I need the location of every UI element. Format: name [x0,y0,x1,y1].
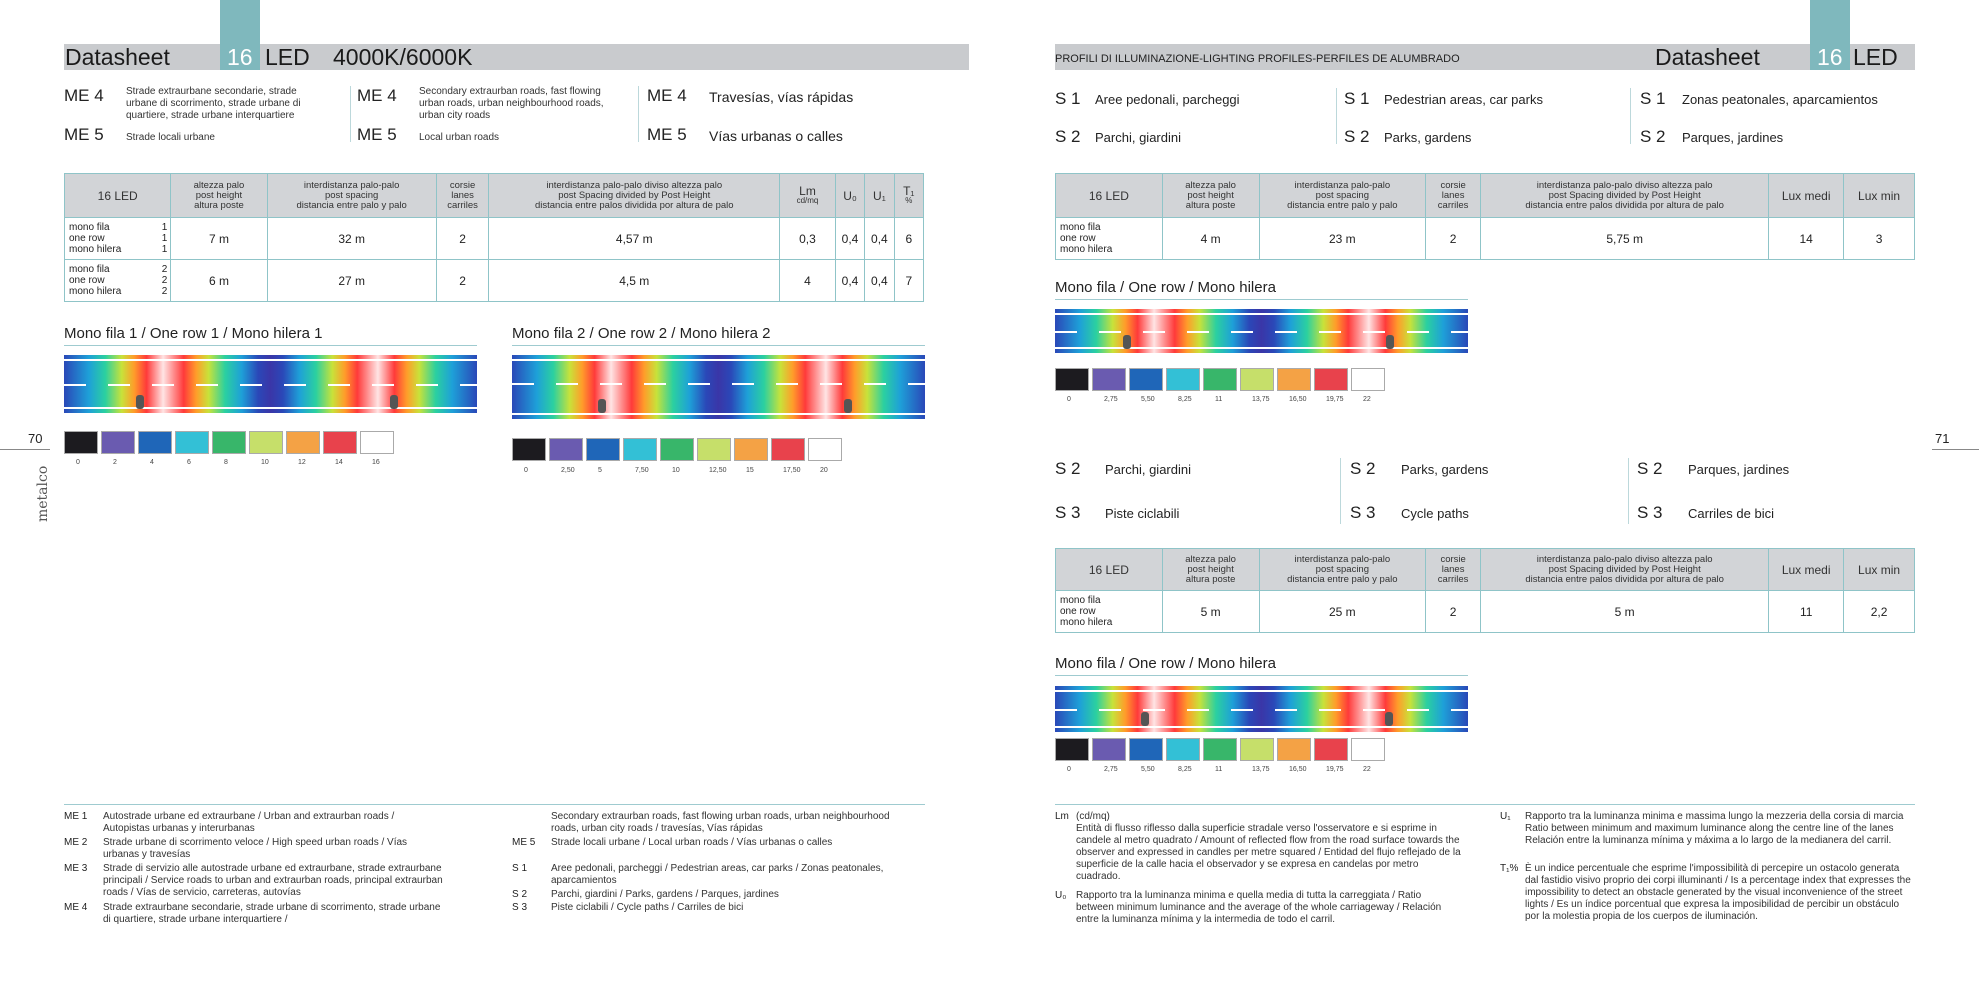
profile-desc: Parques, jardines [1682,130,1784,145]
column-divider [1630,88,1631,144]
scale-swatch [1240,738,1274,761]
scale-tick-label: 19,75 [1326,396,1344,403]
lamp-icon [844,399,852,413]
table-header: Lux min [1844,174,1915,218]
table-header: interdistanza palo-palo diviso altezza palo post Spacing divided by Post Height distancia entre palos dividida por altura de palo [1481,549,1769,591]
scale-tick-label: 5,50 [1141,766,1155,773]
cell-lanes: 2 [436,218,489,260]
scale-tick-label: 2,75 [1104,766,1118,773]
cell-height: 6 m [171,260,267,302]
footer-rule [1055,804,1915,805]
profile-code: S 3 [1055,503,1081,522]
profile-code: ME 4 [64,86,104,105]
page-marker-line [1932,449,1979,450]
scale-tick-label: 7,50 [635,467,649,474]
profile-code: S 2 [1055,459,1081,478]
cell-lanes: 2 [436,260,489,302]
footer-value: Parchi, giardini / Parks, gardens / Parques, jardines [551,889,779,900]
scale-tick-label: 2,50 [561,467,575,474]
column-divider [1628,458,1629,524]
lamp-icon [1386,335,1394,349]
scale-swatch [808,438,842,461]
scale-tick-label: 0 [76,459,80,466]
scale-swatch [697,438,731,461]
photometric-table-right-2 [1055,548,1915,633]
scale-swatch [586,438,620,461]
scale-swatch [660,438,694,461]
row-label: mono fila one row mono hilera [69,264,122,297]
cell-u1: 0,4 [865,218,894,260]
profile-code: ME 5 [647,125,687,144]
cell-u1: 0,4 [865,260,894,302]
cell-ratio: 4,57 m [489,218,780,260]
scale-tick-label: 19,75 [1326,766,1344,773]
scale-swatch [360,431,394,454]
footer-rule [64,804,925,805]
profile-code: S 1 [1640,89,1666,108]
profile-desc: Pedestrian areas, car parks [1384,92,1543,107]
scale-tick-label: 17,50 [783,467,801,474]
table-header: 16 LED [1056,174,1163,218]
cell-spacing: 25 m [1259,591,1426,633]
profile-code: S 2 [1055,127,1081,146]
footer-key: ME 3 [64,863,88,874]
scale-swatch [1092,368,1126,391]
row-label: mono fila one row mono hilera [1056,591,1163,633]
cell-spacing: 32 m [267,218,436,260]
scale-tick-label: 13,75 [1252,766,1270,773]
scale-tick-label: 11 [1215,396,1223,403]
scale-tick-label: 12 [298,459,306,466]
scale-swatch [512,438,546,461]
diagram-title: Mono fila / One row / Mono hilera [1055,279,1468,300]
brand-logo [35,465,55,530]
profile-code: ME 4 [647,86,687,105]
footer-key: U₁ [1500,811,1511,822]
scale-tick-label: 2,75 [1104,396,1118,403]
photometric-table-right-1 [1055,173,1915,260]
lamp-icon [1123,335,1131,349]
table-header: 16 LED [65,174,171,218]
cell-lux-min: 2,2 [1844,591,1915,633]
column-divider [1336,88,1337,144]
cell-ratio: 4,5 m [489,260,780,302]
cell-ratio: 5,75 m [1481,218,1769,260]
cell-u0: 0,4 [835,260,864,302]
color-scale [1055,368,1388,391]
scale-swatch [1129,368,1163,391]
scale-swatch [549,438,583,461]
scale-tick-label: 16,50 [1289,766,1307,773]
datasheet-title: Datasheet [1655,44,1760,70]
scale-swatch [1351,738,1385,761]
scale-swatch [1203,368,1237,391]
footer-value: Strade extraurbane secondarie, strade urbane di scorrimento, strade urbane di quartiere, strade urbane interquartiere / [103,902,441,925]
scale-tick-label: 8,25 [1178,766,1192,773]
profile-code: S 1 [1055,89,1081,108]
page-number: 71 [1935,431,1950,446]
isolux-diagram [1055,309,1468,353]
profile-code: S 2 [1637,459,1663,478]
header-bar-left [64,44,969,70]
datasheet-title: Datasheet [65,44,170,70]
table-header: corsie lanes carriles [436,174,489,218]
table-header: Lux min [1844,549,1915,591]
table-header-unit: cd/mq [796,195,819,205]
scale-swatch [1240,368,1274,391]
scale-tick-label: 5 [598,467,602,474]
footer-value: Strade urbane di scorrimento veloce / High speed urban roads / Vías urbanas y travesías [103,837,408,860]
lamp-icon [136,395,144,409]
cell-spacing: 23 m [1259,218,1426,260]
footer-key: ME 1 [64,811,88,822]
profile-code: ME 5 [64,125,104,144]
profile-desc: Strade extraurbane secondarie, strade urbane di scorrimento, strade urbane di quartiere, strade urbane interquartiere [126,86,301,121]
page-number: 70 [28,431,43,446]
profile-code: S 2 [1344,127,1370,146]
scale-swatch [1055,738,1089,761]
table-header: U₁ [865,174,894,218]
profile-desc: Zonas peatonales, aparcamientos [1682,92,1878,107]
profile-desc: Parchi, giardini [1095,130,1181,145]
scale-tick-label: 0 [1067,396,1071,403]
footer-key: S 1 [512,863,528,874]
profile-desc: Travesías, vías rápidas [709,89,854,105]
scale-tick-label: 4 [150,459,154,466]
scale-tick-label: 10 [672,467,680,474]
scale-swatch [212,431,246,454]
table-header: 16 LED [1056,549,1163,591]
scale-swatch [1129,738,1163,761]
lamp-icon [390,395,398,409]
datasheet-led: LED [1853,44,1898,70]
scale-swatch [734,438,768,461]
datasheet-number: 16 [1817,44,1843,70]
brand-text: metalco [35,465,51,522]
scale-tick-label: 0 [524,467,528,474]
profile-code: S 3 [1637,503,1663,522]
isolux-diagram [64,355,477,413]
scale-tick-label: 8,25 [1178,396,1192,403]
profiles-heading: PROFILI DI ILLUMINAZIONE-LIGHTING PROFILES-PERFILES DE ALUMBRADO [1055,53,1460,65]
scale-swatch [1166,738,1200,761]
table-header: altezza palo post height altura poste [1162,174,1259,218]
footer-value: Aree pedonali, parcheggi / Pedestrian areas, car parks / Zonas peatonales, aparcamientos [551,863,884,886]
table-header: U₀ [835,174,864,218]
scale-tick-label: 14 [335,459,343,466]
profile-code: ME 5 [357,125,397,144]
row-label: mono fila one row mono hilera [1056,218,1163,260]
scale-swatch [1092,738,1126,761]
cell-lux-min: 3 [1844,218,1915,260]
footer-key: S 3 [512,902,528,913]
cell-lm: 4 [780,260,836,302]
scale-tick-label: 22 [1363,396,1371,403]
scale-swatch [249,431,283,454]
profile-desc: Vías urbanas o calles [709,128,843,144]
scale-tick-label: 16,50 [1289,396,1307,403]
scale-swatch [1166,368,1200,391]
scale-tick-label: 22 [1363,766,1371,773]
datasheet-number: 16 [227,44,253,70]
footer-value: (cd/mq) Entità di flusso riflesso dalla superficie stradale verso l'osservatore e si esprime in candele al metro quadrato / Amount of reflected flow from the road surface towards the observer and expressed in candles per metre squared / Entidad del flujo reflejado de la superficie de la calle hacia el observador y se expresa en candelas por metro cuadrado. [1076,811,1461,882]
scale-tick-label: 10 [261,459,269,466]
cell-lanes: 2 [1426,218,1481,260]
cell-height: 7 m [171,218,267,260]
datasheet-led: LED [265,44,310,70]
profile-desc: Parchi, giardini [1105,462,1191,477]
scale-swatch [1314,368,1348,391]
cell-height: 4 m [1162,218,1259,260]
table-header: interdistanza palo-palo post spacing distancia entre palo y palo [267,174,436,218]
diagram-title: Mono fila 1 / One row 1 / Mono hilera 1 [64,325,477,346]
table-header: interdistanza palo-palo post spacing distancia entre palo y palo [1259,174,1426,218]
cell-lux-avg: 14 [1769,218,1844,260]
scale-swatch [1277,738,1311,761]
profile-desc: Local urban roads [419,132,500,143]
table-header: corsie lanes carriles [1426,174,1481,218]
profile-desc: Parques, jardines [1688,462,1790,477]
diagram-title: Mono fila 2 / One row 2 / Mono hilera 2 [512,325,925,346]
footer-key: ME 4 [64,902,88,913]
table-header: Lux medi [1769,549,1844,591]
cell-lanes: 2 [1426,591,1481,633]
profile-desc: Parks, gardens [1384,130,1472,145]
profile-desc: Piste ciclabili [1105,506,1180,521]
lamp-icon [1385,712,1393,726]
column-divider [638,86,639,142]
column-divider [1340,458,1341,524]
table-header-unit: % [905,195,913,205]
scale-swatch [623,438,657,461]
scale-tick-label: 20 [820,467,828,474]
cell-spacing: 27 m [267,260,436,302]
scale-tick-label: 8 [224,459,228,466]
footer-key: ME 5 [512,837,536,848]
profile-code: ME 4 [357,86,397,105]
profile-desc: Cycle paths [1401,506,1469,521]
table-header: Lm [799,183,816,198]
column-divider [350,86,351,142]
profile-code: S 3 [1350,503,1376,522]
row-index: 1 1 1 [161,222,168,255]
footer-value: Strade di servizio alle autostrade urbane ed extraurbane, strade extraurbane principali / Service roads to urban and extraurban roads, principal extraurban roads / Vías de servicio, carreteras, autovías [103,863,443,898]
table-header: interdistanza palo-palo post spacing distancia entre palo y palo [1259,549,1426,591]
scale-swatch [1055,368,1089,391]
footer-key: Lm [1055,811,1069,822]
footer-key: T₁% [1500,863,1519,874]
cell-height: 5 m [1162,591,1259,633]
scale-swatch [175,431,209,454]
color-scale [512,438,845,461]
scale-swatch [101,431,135,454]
scale-swatch [323,431,357,454]
table-header: altezza palo post height altura poste [171,174,267,218]
profile-desc: Aree pedonali, parcheggi [1095,92,1240,107]
footer-value: Rapporto tra la luminanza minima e massima lungo la mezzeria della corsia di marcia Ratio between minimum and maximum luminance along the centre line of the lanes Relación entre la luminanza mínima y máxima a lo largo de la medianera del carril. [1525,811,1904,846]
datasheet-temperature: 4000K/6000K [333,44,473,70]
profile-desc: Parks, gardens [1401,462,1489,477]
footer-value: Piste ciclabili / Cycle paths / Carriles de bici [551,902,744,913]
scale-tick-label: 16 [372,459,380,466]
isolux-diagram [1055,686,1468,732]
color-scale [1055,738,1388,761]
table-header: altezza palo post height altura poste [1162,549,1259,591]
profile-code: S 2 [1640,127,1666,146]
scale-tick-label: 15 [746,467,754,474]
profile-desc: Secondary extraurban roads, fast flowing urban roads, urban neighbourhood roads, urban city roads [419,86,604,121]
diagram-title: Mono fila / One row / Mono hilera [1055,655,1468,676]
scale-tick-label: 13,75 [1252,396,1270,403]
row-index: 2 2 2 [161,264,168,297]
scale-swatch [1203,738,1237,761]
table-header: Lux medi [1769,174,1844,218]
scale-tick-label: 12,50 [709,467,727,474]
lamp-icon [1141,712,1149,726]
scale-swatch [286,431,320,454]
cell-t1: 6 [894,218,923,260]
color-scale [64,431,397,454]
isolux-diagram [512,355,925,419]
scale-tick-label: 5,50 [1141,396,1155,403]
scale-swatch [1351,368,1385,391]
footer-key: ME 2 [64,837,88,848]
cell-lux-avg: 11 [1769,591,1844,633]
footer-key: S 2 [512,889,528,900]
table-header: interdistanza palo-palo diviso altezza palo post Spacing divided by Post Height distancia entre palos dividida por altura de palo [489,174,780,218]
cell-lm: 0,3 [780,218,836,260]
table-header: corsie lanes carriles [1426,549,1481,591]
scale-swatch [1314,738,1348,761]
profile-code: S 2 [1350,459,1376,478]
scale-swatch [1277,368,1311,391]
page-marker-line [0,449,50,450]
footer-value: Secondary extraurban roads, fast flowing urban roads, urban neighbourhood roads, urban city roads / travesías, Vías rápidas [551,811,890,834]
photometric-table-left [64,173,924,302]
table-header: interdistanza palo-palo diviso altezza palo post Spacing divided by Post Height distancia entre palos dividida por altura de palo [1481,174,1769,218]
table-header: T₁ [903,183,915,198]
row-label: mono fila one row mono hilera [69,222,122,255]
scale-tick-label: 11 [1215,766,1223,773]
scale-tick-label: 6 [187,459,191,466]
cell-t1: 7 [894,260,923,302]
lamp-icon [598,399,606,413]
profile-code: S 1 [1344,89,1370,108]
scale-tick-label: 0 [1067,766,1071,773]
footer-value: Autostrade urbane ed extraurbane / Urban and extraurban roads / Autopistas urbanas y interurbanas [103,811,395,834]
scale-tick-label: 2 [113,459,117,466]
footer-value: Rapporto tra la luminanza minima e quella media di tutta la carreggiata / Ratio between minimum luminance and the average of the whole carriageway / Relación entre la luminanza mínima y la intermedia de todo el carril. [1076,890,1442,925]
profile-desc: Strade locali urbane [126,132,215,143]
footer-key: U₀ [1055,890,1067,901]
footer-value: È un indice percentuale che esprime l'impossibilità di percepire un ostacolo generata dal fastidio visivo proprio dei corpi illuminanti / Is a percentage index that expresses the impossibility to detect an obstacle generated by the visual inconvenience of the street lights / Es un índice porcentual que expresa la imposibilidad de percibir un obstáculo por la molestia propia de los cuerpos de iluminación. [1525,863,1911,922]
profile-desc: Carriles de bici [1688,506,1774,521]
cell-ratio: 5 m [1481,591,1769,633]
scale-swatch [138,431,172,454]
scale-swatch [771,438,805,461]
scale-swatch [64,431,98,454]
cell-u0: 0,4 [835,218,864,260]
footer-value: Strade locali urbane / Local urban roads / Vías urbanas o calles [551,837,833,848]
